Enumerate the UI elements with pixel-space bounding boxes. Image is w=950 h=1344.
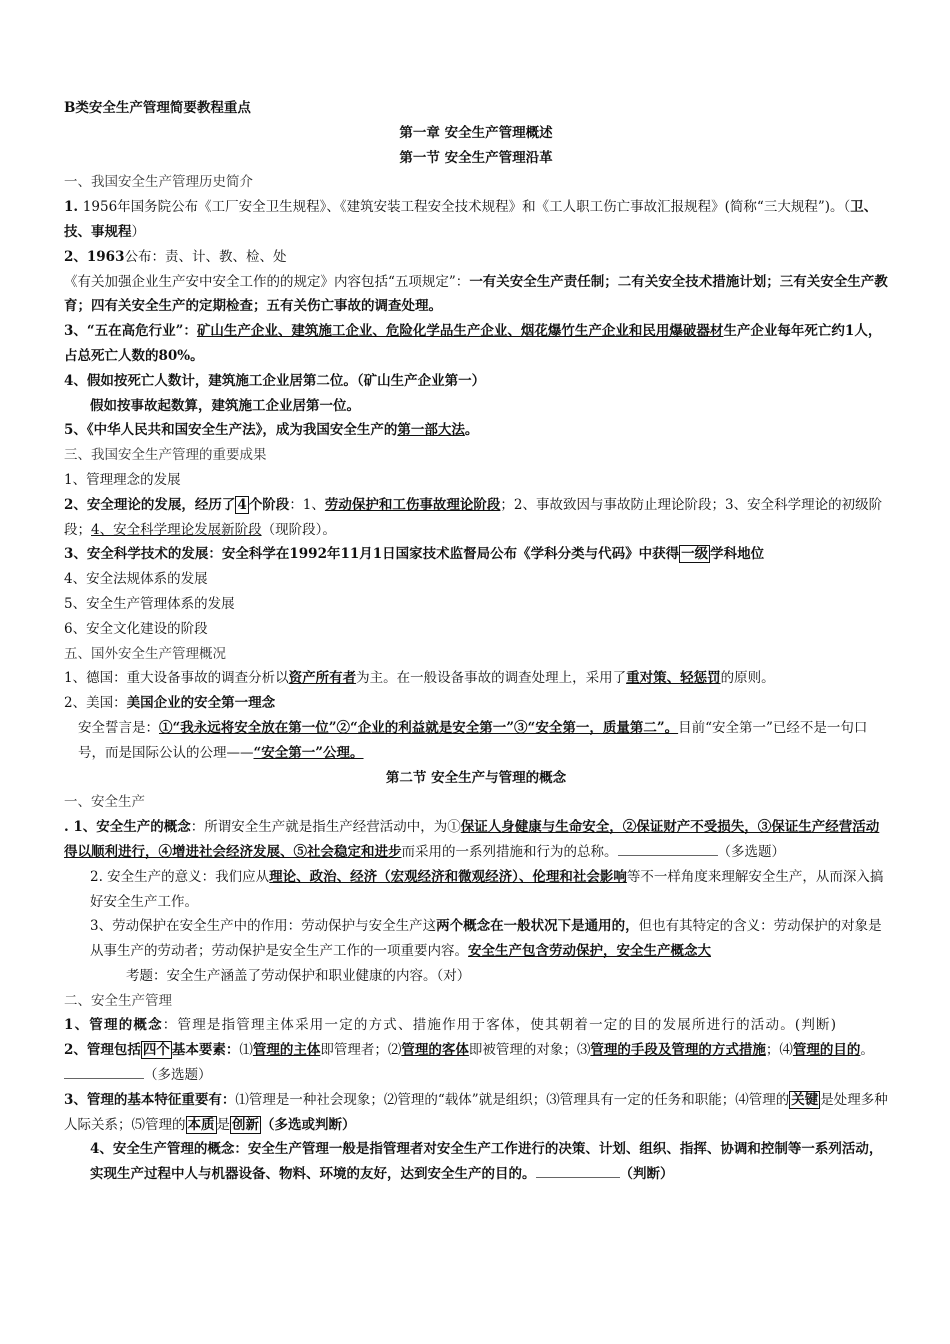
paragraph-4: 3、“五在高危行业”：矿山生产企业、建筑施工企业、危险化学品生产企业、烟花爆竹生产企业和民用爆破器材生产企业每年死亡约1人，占总死亡人数的80%。 <box>64 323 882 364</box>
paragraph-2: 2、1963公布：责、计、教、检、处 <box>64 248 287 265</box>
answer-blank <box>64 1066 144 1079</box>
heading-management: 二、安全生产管理 <box>64 992 172 1009</box>
foreign-3: 安全誓言是：①“我永远将安全放在第一位”②“企业的利益就是安全第一”③“安全第一，质量第二”。目前“安全第一”已经不是一句口号，而是国际公认的公理——“安全第一”公理。 <box>78 719 868 761</box>
paragraph-6: 假如按事故起数算，建筑施工企业居第一位。 <box>90 397 360 414</box>
result-1: 1、管理理念的发展 <box>64 471 181 488</box>
result-3: 3、安全科学技术的发展：安全科学在1992年11月1日国家技术监督局公布《学科分类与代码》中获得 一级 学科地位 <box>64 546 765 563</box>
heading-foreign: 五、国外安全生产管理概况 <box>64 645 226 662</box>
section-title-2: 第二节 安全生产与管理的概念 <box>385 769 567 786</box>
document-page <box>64 96 888 1187</box>
safety-1: . 1、安全生产的概念：所谓安全生产就是指生产经营活动中，为①保证人身健康与生命安全，②保证财产不受损失，③保证生产经营活动得以顺利进行，④增进社会经济发展、⑤社会稳定和进步而采用的一系列措施和行为的总称。 （多选题） <box>64 819 880 860</box>
heading-results: 三、我国安全生产管理的重要成果 <box>64 447 267 464</box>
foreign-2: 2、美国：美国企业的安全第一理念 <box>64 695 276 712</box>
mgmt-1: 1、管理的概念：管理是指管理主体采用一定的方式、措施作用于客体，使其朝着一定的目的发展所进行的活动。(判断) <box>64 1017 838 1034</box>
safety-3: 3、劳动保护在安全生产中的作用：劳动保护与安全生产这两个概念在一般状况下是通用的，但也有其特定的含义：劳动保护的对象是从事生产的劳动者；劳动保护是安全生产工作的一项重要内容。安全生产包含劳动保护，安全生产概念大 <box>90 918 882 960</box>
chapter-title: 第一章 安全生产管理概述 <box>399 124 553 141</box>
section-title-1: 第一节 安全生产管理沿革 <box>399 149 553 166</box>
result-5: 5、安全生产管理体系的发展 <box>64 595 235 612</box>
safety-exam-note: 考题：安全生产涵盖了劳动保护和职业健康的内容。（对） <box>126 967 471 984</box>
paragraph-7: 5、《中华人民共和国安全生产法》，成为我国安全生产的第一部大法。 <box>64 422 479 439</box>
heading-history: 一、我国安全生产管理历史简介 <box>64 174 253 191</box>
mgmt-2: 2、管理包括 四个 基本要素：⑴管理的主体即管理者；⑵管理的客体即被管理的对象；⑶管理的手段及管理的方式措施；⑷管理的目的。（多选题） <box>64 1042 874 1084</box>
result-6: 6、安全文化建设的阶段 <box>64 620 208 637</box>
answer-blank <box>536 1165 620 1178</box>
answer-blank <box>618 843 718 856</box>
result-4: 4、安全法规体系的发展 <box>64 571 208 588</box>
paragraph-5: 4、假如按死亡人数计，建筑施工企业居第二位。（矿山生产企业第一） <box>64 372 486 389</box>
doc-title: B类安全生产管理简要教程重点 <box>64 100 251 116</box>
paragraph-3: 《有关加强企业生产安中安全工作的的规定》内容包括“五项规定”：一有关安全生产责任制；二有关安全技术措施计划；三有关安全生产教育；四有关安全生产的定期检查；五有关伤亡事故的调查处理。 <box>64 273 888 315</box>
safety-2: 2. 安全生产的意义：我们应从理论、政治、经济（宏观经济和微观经济）、伦理和社会影响等不一样角度来理解安全生产，从而深入搞好安全生产工作。 <box>90 868 884 910</box>
foreign-1: 1、德国：重大设备事故的调查分析以资产所有者为主。在一般设备事故的调查处理上，采用了重对策、轻惩罚的原则。 <box>64 670 775 687</box>
paragraph-1: 1. 1956年国务院公布《工厂安全卫生规程》、《建筑安装工程安全技术规程》和《工人职工伤亡事故汇报规程》(简称“三大规程”)。（卫、技、事规程） <box>64 199 878 240</box>
mgmt-4: 4、安全生产管理的概念：安全生产管理一般是指管理者对安全生产工作进行的决策、计划、组织、指挥、协调和控制等一系列活动，实现生产过程中人与机器设备、物料、环境的友好，达到安全生产的目的。 （判断） <box>90 1141 883 1183</box>
heading-safety: 一、安全生产 <box>64 794 145 811</box>
result-2: 2、安全理论的发展，经历了 4 个阶段：1、劳动保护和工伤事故理论阶段；2、事故致因与事故防止理论阶段；3、安全科学理论的初级阶段；4、安全科学理论发展新阶段（现阶段）。 <box>64 496 883 538</box>
mgmt-3: 3、管理的基本特征重要有：⑴管理是一种社会现象；⑵管理的“载体”就是组织；⑶管理具有一定的任务和职能；⑷管理的 关键 是处理多种人际关系；⑸管理的 本质 是 创新 （多选或判断） <box>64 1091 888 1133</box>
